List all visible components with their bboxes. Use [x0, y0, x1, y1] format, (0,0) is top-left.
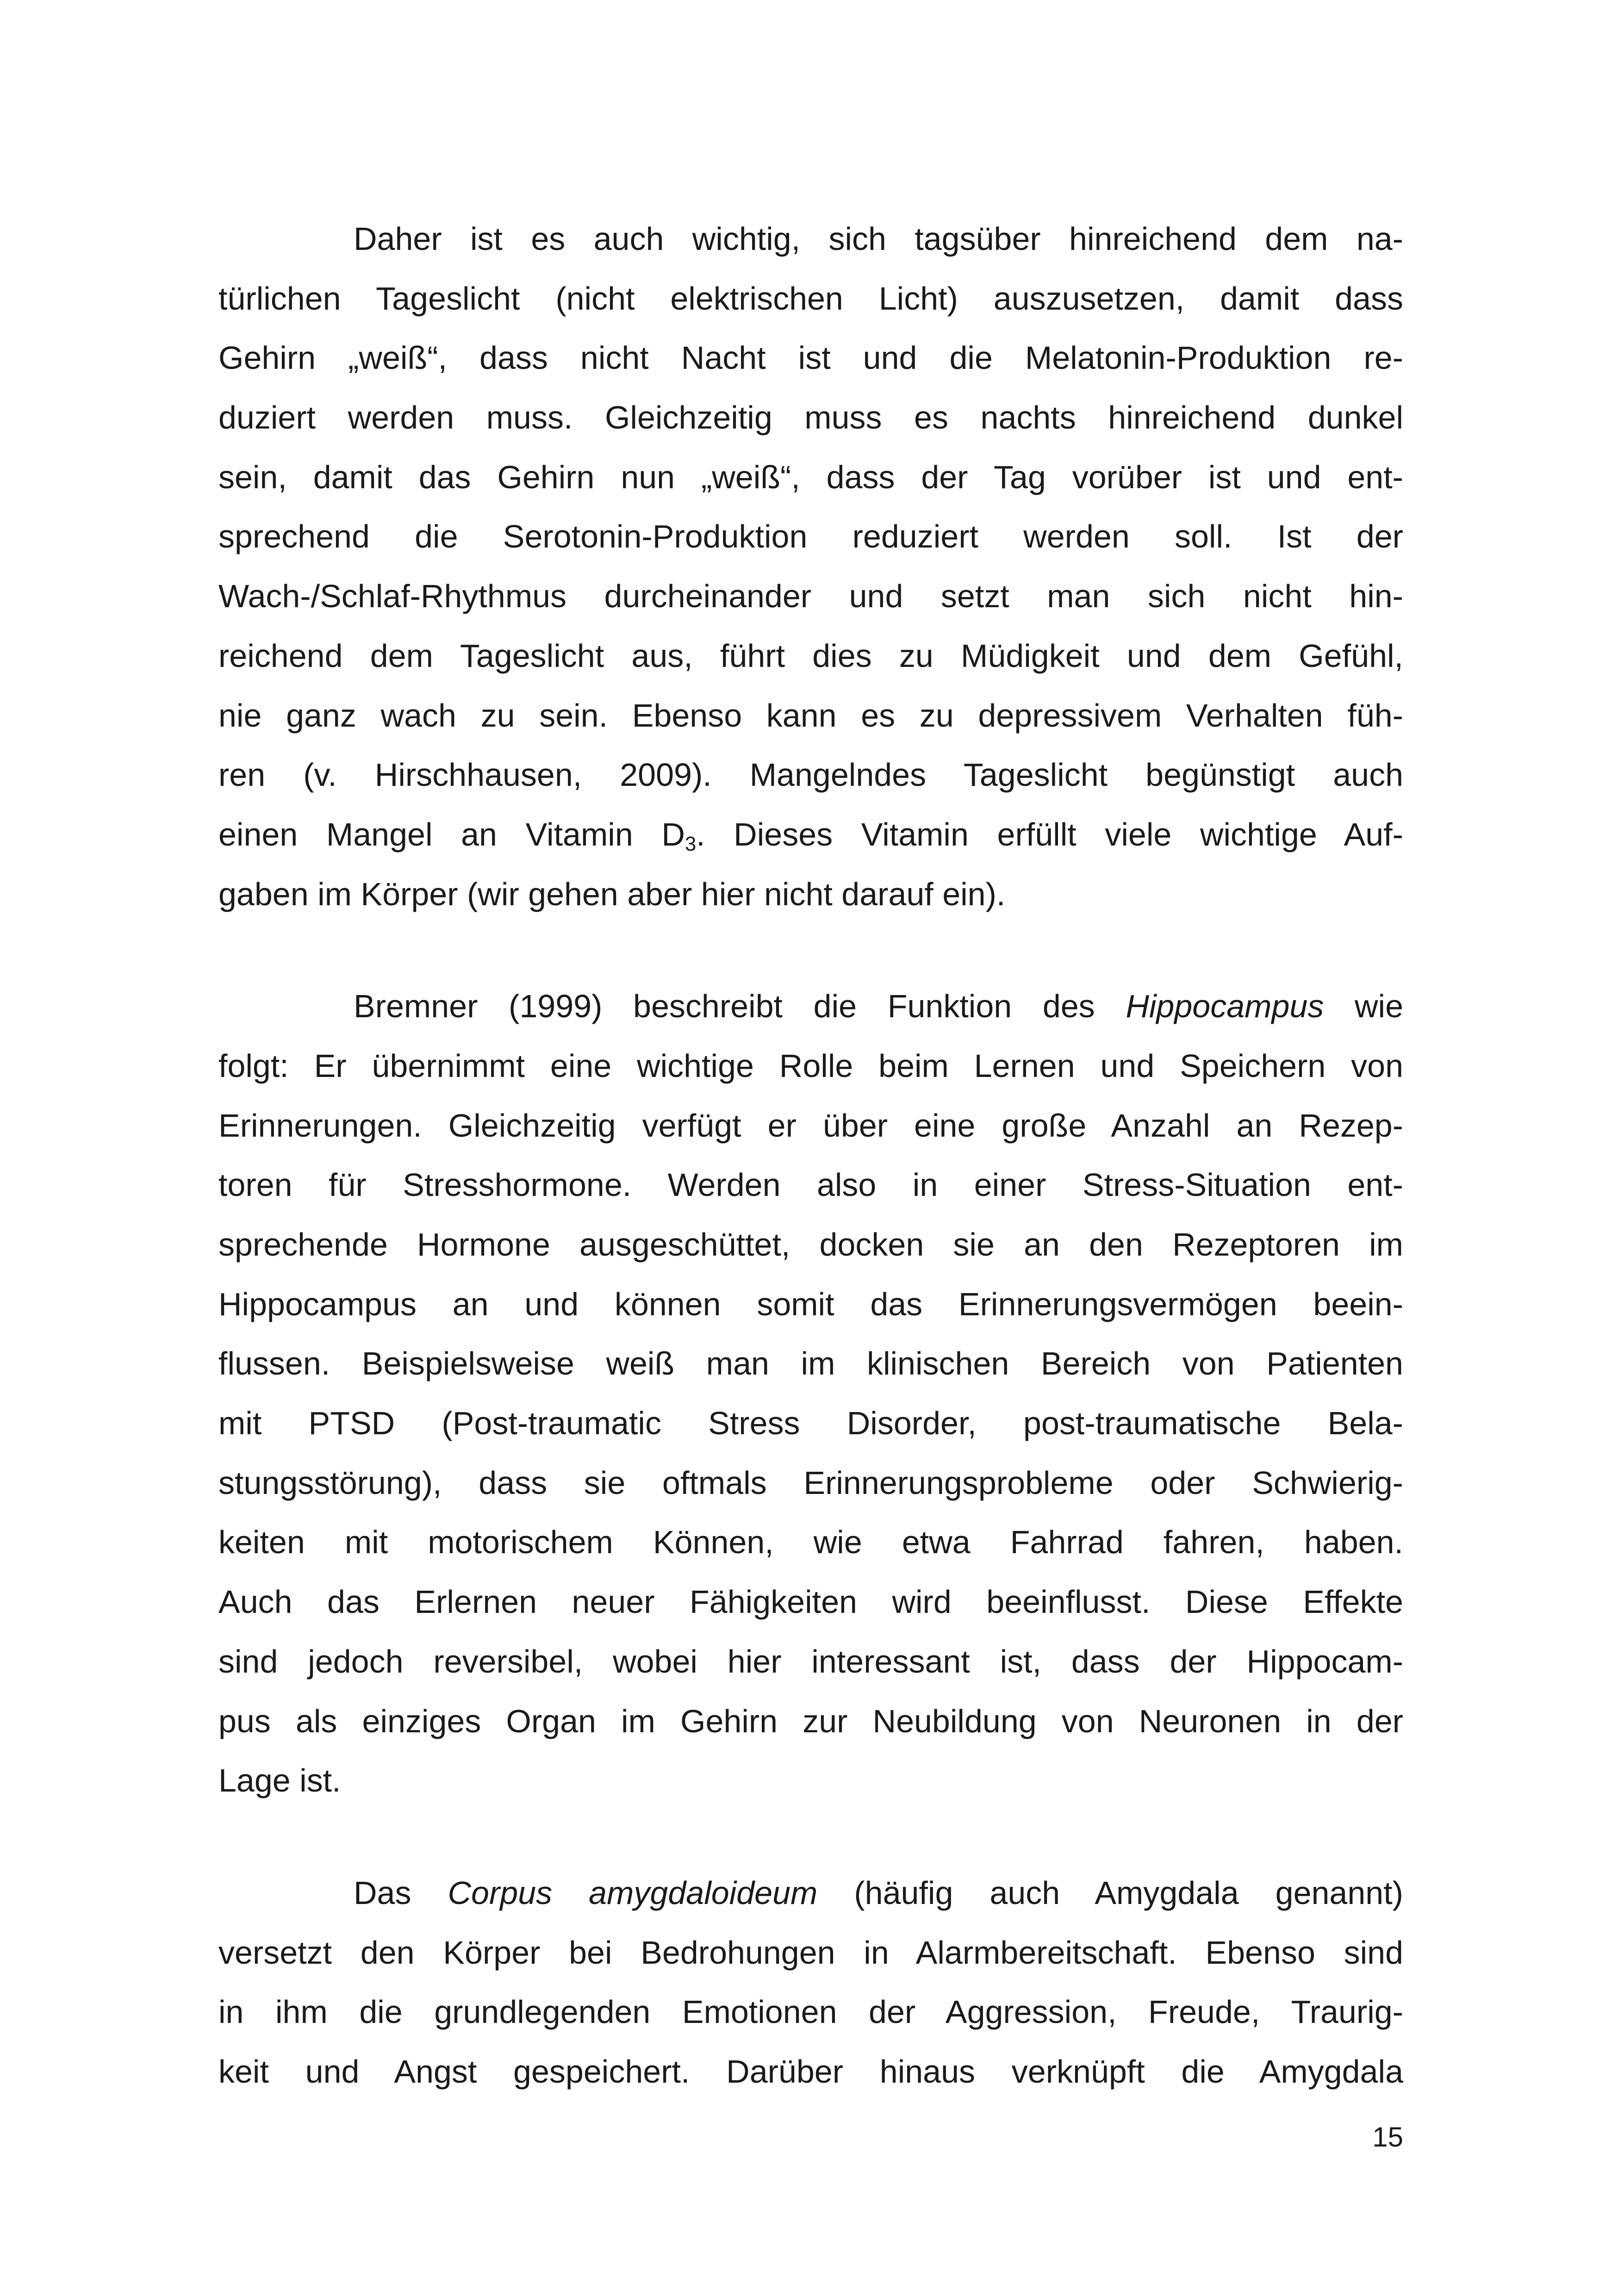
paragraph-daylight	[218, 209, 1403, 924]
text-line: Wach-/Schlaf-Rhythmus durcheinander und setzt man sich nicht hin-	[218, 578, 1403, 615]
text-line: Erinnerungen. Gleichzeitig verfügt er über eine große Anzahl an Rezep-	[218, 1107, 1403, 1144]
text-line: Lage ist.	[218, 1762, 341, 1799]
text-line: pus als einziges Organ im Gehirn zur Neubildung von Neuronen in der	[218, 1703, 1403, 1739]
text-run: Das	[354, 1874, 448, 1911]
text-run: wie	[1324, 988, 1404, 1025]
text-line: duziert werden muss. Gleichzeitig muss es nachts hinreichend dunkel	[218, 399, 1403, 436]
text-line: gaben im Körper (wir gehen aber hier nicht darauf ein).	[218, 876, 1006, 912]
paragraph-amygdala	[218, 1863, 1403, 2102]
text-line: Hippocampus an und können somit das Erinnerungsvermögen beein-	[218, 1286, 1403, 1322]
text-line: stungsstörung), dass sie oftmals Erinnerungsprobleme oder Schwierig-	[218, 1464, 1403, 1501]
text-line: mit PTSD (Post-traumatic Stress Disorder, post-traumatische Bela-	[218, 1405, 1403, 1442]
page-number: 15	[1372, 2122, 1403, 2153]
text-line: Auch das Erlernen neuer Fähigkeiten wird beeinflusst. Diese Effekte	[218, 1584, 1403, 1620]
text-run: (häufig auch Amygdala genannt)	[817, 1874, 1403, 1911]
text-line: versetzt den Körper bei Bedrohungen in Alarmbereitschaft. Ebenso sind	[218, 1934, 1403, 1971]
text-line: keit und Angst gespeichert. Darüber hinaus verknüpft die Amygdala	[218, 2053, 1403, 2090]
text-line: reichend dem Tageslicht aus, führt dies zu Müdigkeit und dem Gefühl,	[218, 637, 1403, 674]
text-run: Bremner (1999) beschreibt die Funktion des	[354, 988, 1126, 1025]
text-line: nie ganz wach zu sein. Ebenso kann es zu depressivem Verhalten füh-	[218, 697, 1403, 734]
text-line: flussen. Beispielsweise weiß man im klinischen Bereich von Patienten	[218, 1345, 1403, 1382]
text-line: sprechend die Serotonin-Produktion reduziert werden soll. Ist der	[218, 518, 1403, 555]
term-corpus-amygdaloideum: Corpus amygdaloideum	[448, 1874, 818, 1911]
text-line: Gehirn „weiß“, dass nicht Nacht ist und die Melatonin-Produktion re-	[218, 340, 1403, 376]
text-line-first	[218, 1863, 1403, 1923]
text-line: keiten mit motorischem Können, wie etwa Fahrrad fahren, haben.	[218, 1524, 1403, 1561]
text-line: türlichen Tageslicht (nicht elektrischen Licht) auszusetzen, damit dass	[218, 280, 1403, 317]
vitamin-subscript: 3	[685, 833, 697, 855]
text-line: sprechende Hormone ausgeschüttet, docken sie an den Rezeptoren im	[218, 1226, 1403, 1263]
text-line-vitamin	[218, 805, 1403, 865]
text-line: Daher ist es auch wichtig, sich tagsüber hinreichend dem na-	[354, 221, 1403, 257]
paragraph-hippocampus	[218, 977, 1403, 1811]
text-line: sein, damit das Gehirn nun „weiß“, dass der Tag vorüber ist und ent-	[218, 459, 1403, 495]
text-line: in ihm die grundlegenden Emotionen der Aggression, Freude, Traurig-	[218, 1994, 1403, 2030]
text-line: toren für Stresshormone. Werden also in einer Stress-Situation ent-	[218, 1167, 1403, 1203]
text-line: ren (v. Hirschhausen, 2009). Mangelndes Tageslicht begünstigt auch	[218, 757, 1403, 793]
vitamin-text-tail: . Dieses Vitamin erfüllt viele wichtige Auf-	[696, 816, 1403, 852]
term-hippocampus: Hippocampus	[1126, 988, 1324, 1025]
text-line: folgt: Er übernimmt eine wichtige Rolle beim Lernen und Speichern von	[218, 1047, 1403, 1084]
body-text	[218, 209, 1403, 2154]
text-line: sind jedoch reversibel, wobei hier interessant ist, dass der Hippocam-	[218, 1643, 1403, 1680]
vitamin-text: einen Mangel an Vitamin D	[218, 816, 685, 852]
text-line-first	[218, 977, 1403, 1036]
